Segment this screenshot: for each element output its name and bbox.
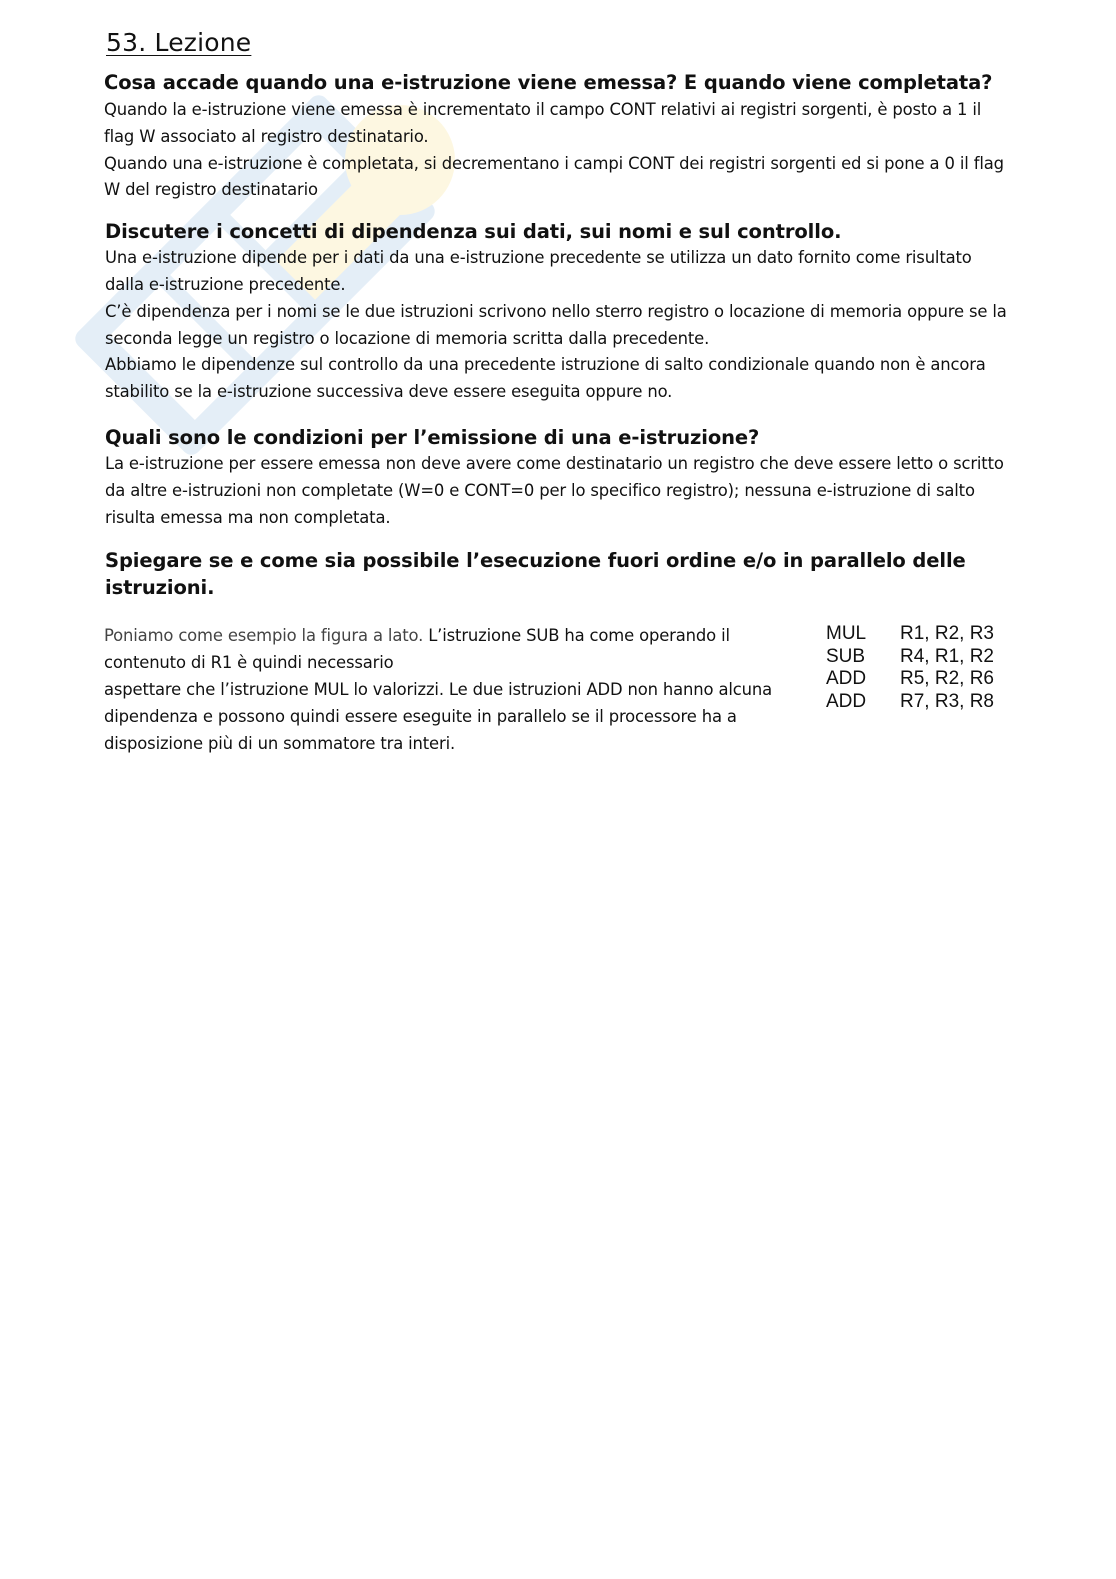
example-line1-rest: L’istruzione SUB ha come operando il (423, 626, 730, 646)
instruction-row (826, 691, 1010, 714)
section-question: Spiegare se e come sia possibile l’esecuzione fuori ordine e/o in parallelo delle istruzioni. (105, 549, 966, 600)
section-question: Discutere i concetti di dipendenza sui dati, sui nomi e sul controllo. (105, 220, 842, 244)
example-line (104, 623, 804, 650)
section-paragraph: Abbiamo le dipendenze sul controllo da una precedente istruzione di salto condizionale quando non è ancora stabilito se la e-istruzione successiva deve essere eseguita oppure no. (105, 355, 986, 402)
section-paragraph: Una e-istruzione dipende per i dati da una e-istruzione precedente se utilizza un dato fornito come risultato dalla e-istruzione precedente. (105, 248, 972, 294)
instruction-op: SUB (826, 645, 866, 667)
document-content (104, 28, 1014, 757)
example-line: aspettare che l’istruzione MUL lo valorizzi. Le due istruzioni ADD non hanno alcuna dipendenza e possono quindi essere eseguite in parallelo se il processore ha a disposizione più di un sommatore tra interi. (104, 679, 773, 753)
instruction-args: R7, R3, R8 (900, 690, 994, 712)
instruction-args: R5, R2, R6 (900, 668, 994, 690)
section-emission (104, 69, 1014, 204)
example-text (104, 623, 804, 757)
section-out-of-order (104, 547, 1014, 601)
instruction-row (826, 646, 1010, 669)
section-paragraph: Quando la e-istruzione viene emessa è incrementato il campo CONT relativi ai registri sorgenti, è posto a 1 il flag W associato al registro destinatario. (104, 100, 982, 146)
instruction-op: MUL (826, 623, 867, 645)
instruction-row (826, 623, 1010, 646)
instruction-op: ADD (826, 668, 867, 690)
section-question: Quali sono le condizioni per l’emissione di una e-istruzione? (105, 425, 760, 449)
instruction-op: ADD (826, 690, 867, 712)
section-dependencies (104, 218, 1014, 406)
instruction-args: R4, R1, R2 (900, 645, 994, 667)
section-paragraph: Quando una e-istruzione è completata, si decrementano i campi CONT dei registri sorgenti ed si pone a 0 il flag W del registro destinatario (104, 153, 1004, 200)
instruction-figure (826, 623, 1010, 713)
lesson-title: 53. Lezione (106, 28, 252, 57)
example-block (104, 623, 1014, 757)
example-lead: Poniamo come esempio la figura a lato. (104, 626, 424, 646)
example-line: contenuto di R1 è quindi necessario (104, 653, 394, 673)
section-conditions (104, 424, 1014, 531)
section-paragraph: La e-istruzione per essere emessa non deve avere come destinatario un registro che deve essere letto o scritto da altre e-istruzioni non completate (W=0 e CONT=0 per lo specifico registro); nessuna e-istruzione di salto risulta emessa ma non completata. (105, 453, 1004, 527)
section-question: Cosa accade quando una e-istruzione viene emessa? E quando viene completata? (104, 71, 993, 94)
section-paragraph: C’è dipendenza per i nomi se le due istruzioni scrivono nello sterro registro o locazione di memoria oppure se la seconda legge un registro o locazione di memoria scritta dalla precedente. (105, 301, 1007, 348)
instruction-args: R1, R2, R3 (900, 623, 994, 645)
instruction-row (826, 668, 1010, 691)
